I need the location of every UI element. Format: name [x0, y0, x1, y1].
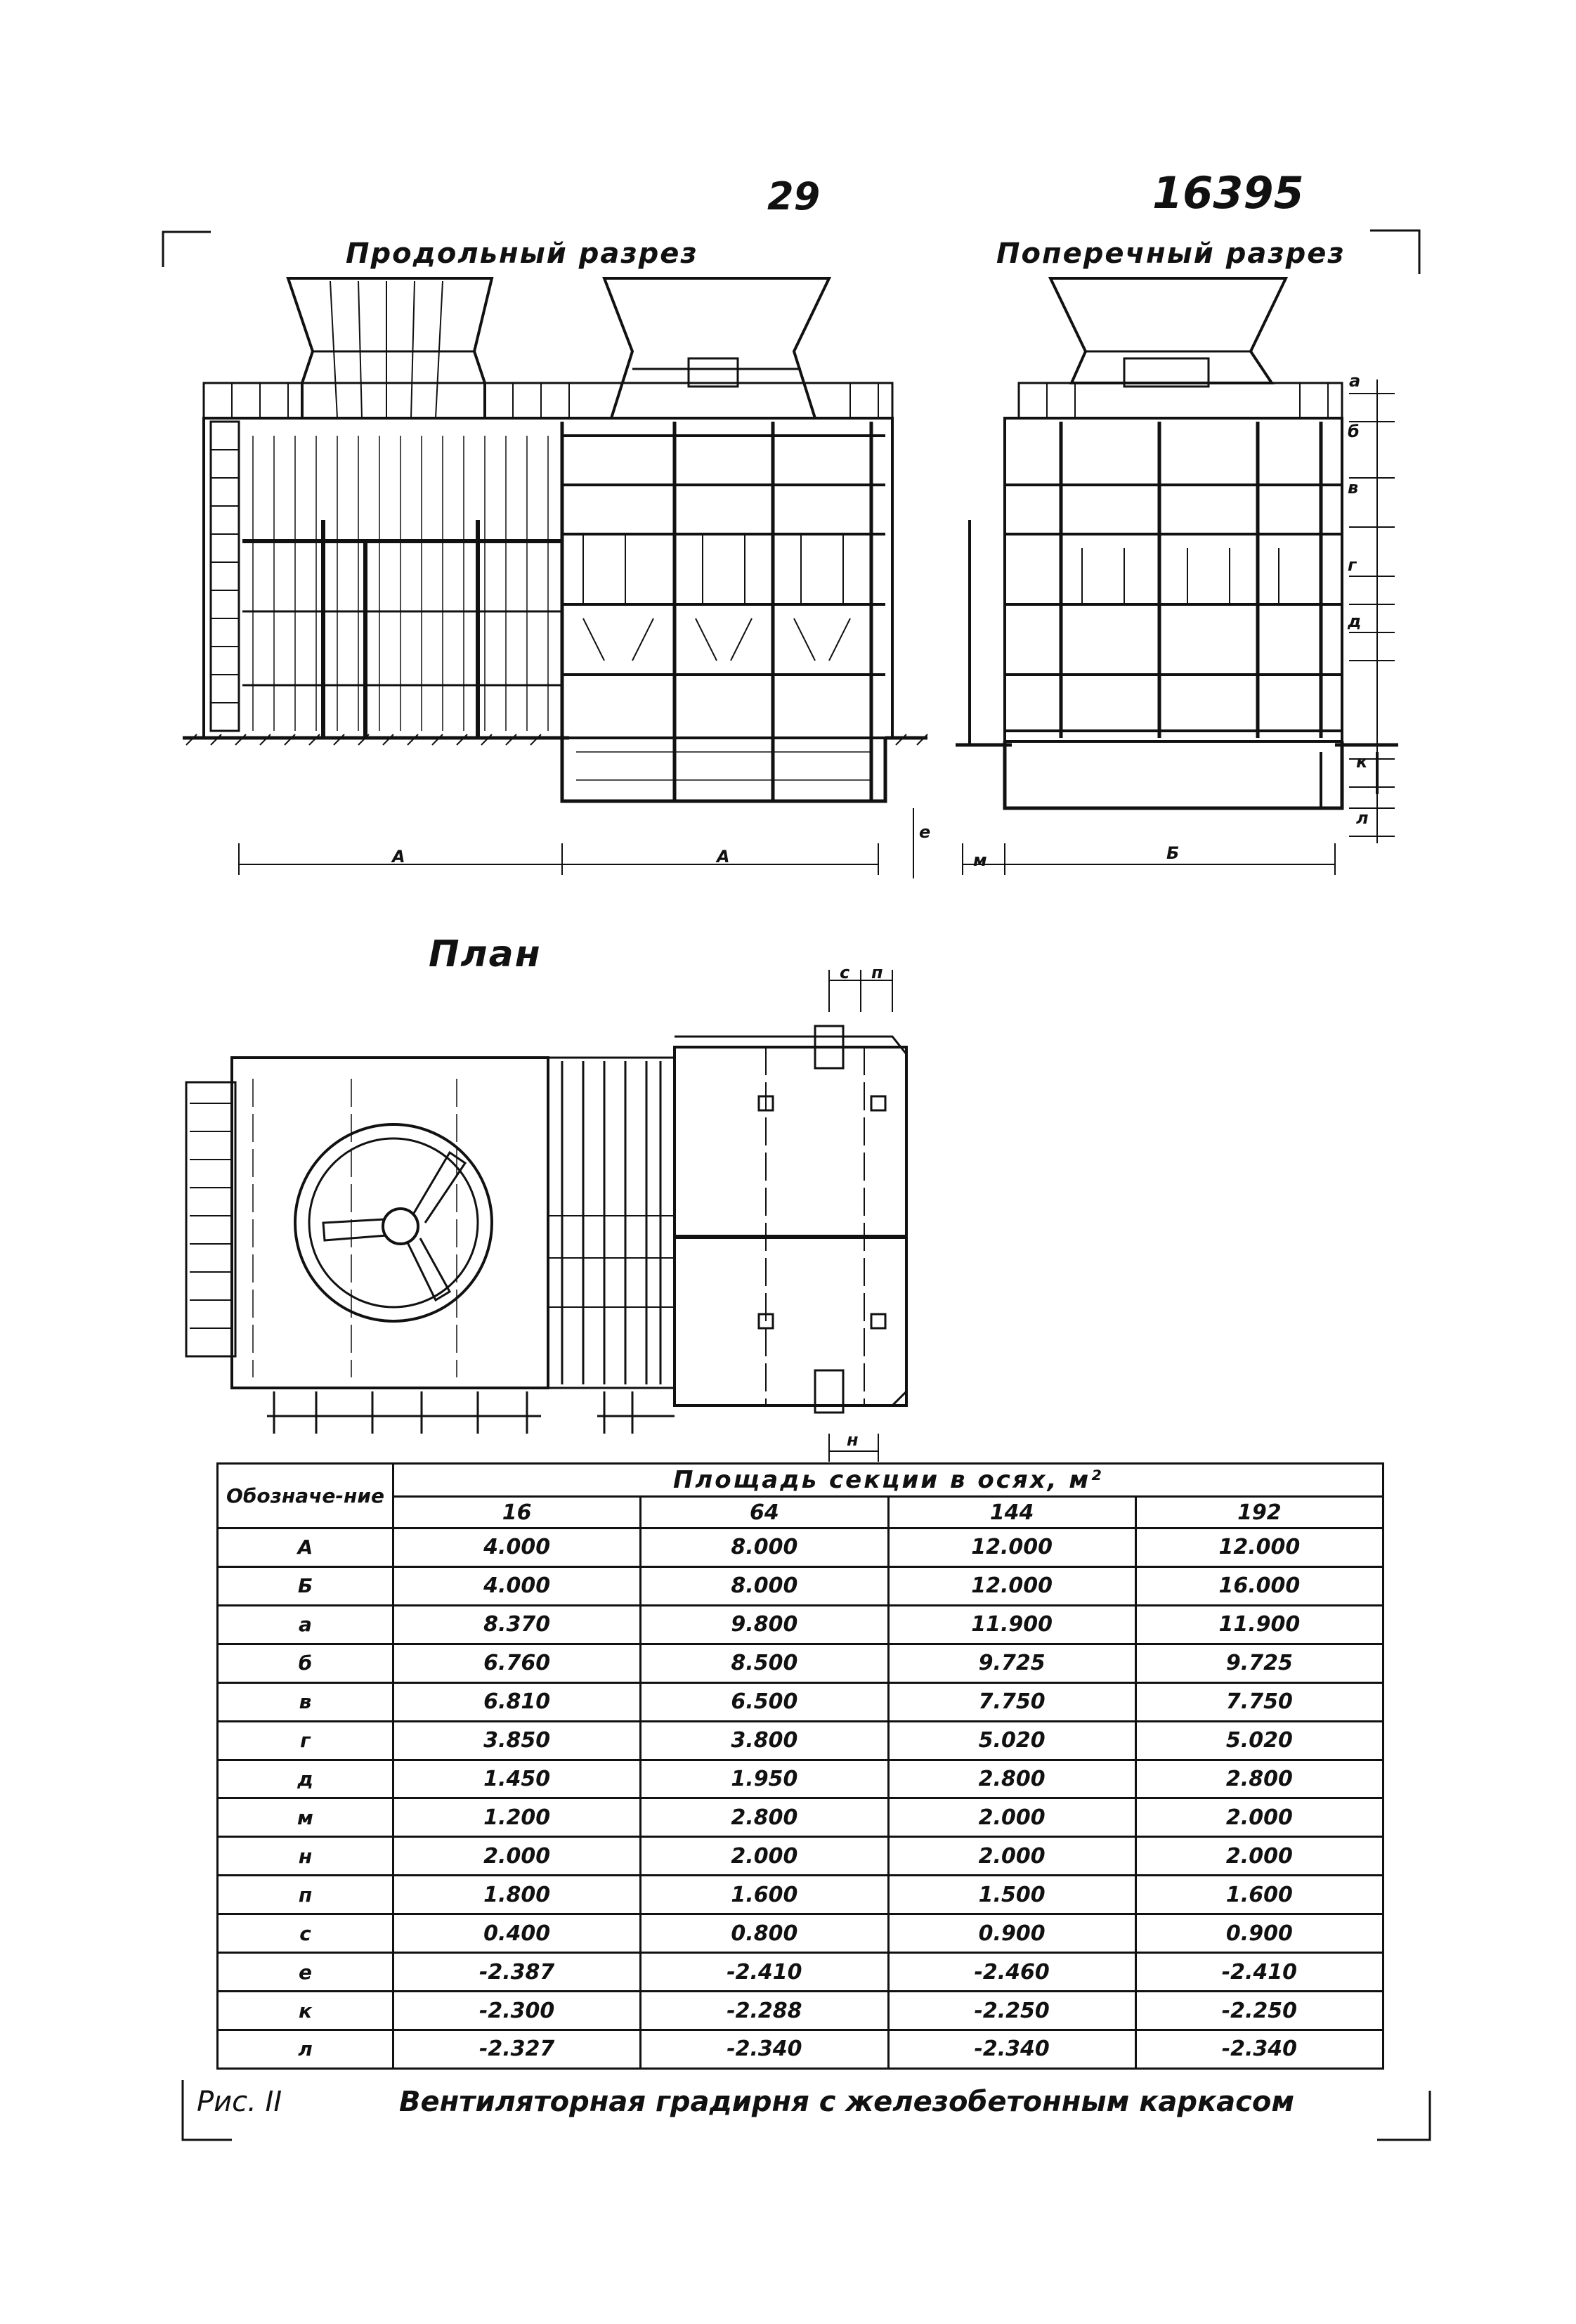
plan-title: План [429, 933, 542, 975]
table-cell: 1.950 [641, 1760, 888, 1798]
table-cell: 2.000 [393, 1837, 641, 1876]
table-cell: -2.340 [1135, 2030, 1383, 2068]
table-cell: -2.327 [393, 2030, 641, 2068]
caption-corner-right [1377, 2091, 1430, 2140]
table-cell: 8.500 [641, 1644, 888, 1682]
table-cell: -2.250 [888, 1992, 1135, 2030]
table-row [218, 1876, 1383, 1914]
frame-corner-top-right [1370, 231, 1419, 274]
table-cell: 0.800 [641, 1914, 888, 1953]
table-row [218, 1721, 1383, 1760]
table-row [218, 1798, 1383, 1837]
row-code: д [218, 1760, 393, 1798]
dim-label-e: е [919, 822, 931, 842]
table-cell: 9.725 [1135, 1644, 1383, 1682]
figure-label: Рис. II [197, 2086, 282, 2118]
table-cell: 2.000 [641, 1837, 888, 1876]
table-row [218, 1914, 1383, 1953]
document-number: 16395 [1152, 167, 1304, 219]
figure-caption: Вентиляторная градирня с железобетонным каркасом [399, 2086, 1295, 2118]
table-cell: 16.000 [1135, 1566, 1383, 1605]
frame-corner-top-left [163, 232, 211, 267]
table-cell: 9.800 [641, 1605, 888, 1644]
row-code: г [218, 1721, 393, 1760]
table-cell: -2.387 [393, 1953, 641, 1992]
table-cell: 2.800 [1135, 1760, 1383, 1798]
row-code: б [218, 1644, 393, 1682]
cross-section [956, 278, 1398, 875]
table-cell: -2.410 [1135, 1953, 1383, 1992]
table-cell: 1.500 [888, 1876, 1135, 1914]
table-cell: 1.600 [1135, 1876, 1383, 1914]
dim-label-d: д [1348, 611, 1362, 631]
table-cell: 12.000 [888, 1528, 1135, 1567]
longitudinal-section [183, 278, 927, 878]
dim-label-a: а [1349, 371, 1361, 391]
dim-label-l: л [1356, 808, 1369, 828]
table-row [218, 1837, 1383, 1876]
row-code: к [218, 1992, 393, 2030]
column-header: 16 [393, 1497, 641, 1528]
row-code: в [218, 1682, 393, 1721]
page-number: 29 [767, 174, 821, 219]
table-cell: -2.300 [393, 1992, 641, 2030]
cross-section-title: Поперечный разрез [996, 238, 1346, 270]
table-cell: 2.800 [641, 1798, 888, 1837]
table-row [218, 1528, 1383, 1567]
dim-label-A-right: А [717, 847, 730, 866]
dim-label-b: б [1348, 422, 1360, 441]
table-cell: 12.000 [1135, 1528, 1383, 1567]
table-cell: -2.288 [641, 1992, 888, 2030]
row-code: Б [218, 1566, 393, 1605]
dimensions-table [216, 1462, 1384, 2070]
column-header: 64 [641, 1497, 888, 1528]
table-cell: 2.000 [888, 1837, 1135, 1876]
table-cell: 9.725 [888, 1644, 1135, 1682]
table-cell: 1.200 [393, 1798, 641, 1837]
table-row [218, 1953, 1383, 1992]
table-cell: 12.000 [888, 1566, 1135, 1605]
table-cell: -2.410 [641, 1953, 888, 1992]
dim-label-m: м [973, 850, 987, 870]
table-area-header: Площадь секции в осях, м² [393, 1464, 1383, 1497]
longitudinal-section-title: Продольный разрез [346, 238, 698, 270]
table-cell: -2.460 [888, 1953, 1135, 1992]
table-cell: 0.900 [1135, 1914, 1383, 1953]
column-header: 192 [1135, 1497, 1383, 1528]
table-row [218, 1605, 1383, 1644]
table-cell: 2.800 [888, 1760, 1135, 1798]
dim-label-n: н [847, 1430, 859, 1450]
table-cell: 1.600 [641, 1876, 888, 1914]
table-cell: 2.000 [888, 1798, 1135, 1837]
table-cell: 2.000 [1135, 1798, 1383, 1837]
table-cell: 4.000 [393, 1566, 641, 1605]
table-cell: -2.340 [641, 2030, 888, 2068]
row-code: п [218, 1876, 393, 1914]
table-cell: 6.810 [393, 1682, 641, 1721]
table-cell: 8.000 [641, 1566, 888, 1605]
table-cell: 3.850 [393, 1721, 641, 1760]
table-cell: 2.000 [1135, 1837, 1383, 1876]
table-row [218, 1566, 1383, 1605]
table-cell: 5.020 [1135, 1721, 1383, 1760]
table-cell: 0.900 [888, 1914, 1135, 1953]
dim-label-v: в [1348, 478, 1359, 498]
row-code: м [218, 1798, 393, 1837]
table-cell: 6.760 [393, 1644, 641, 1682]
table-code-header: Обозначе-ние [218, 1464, 393, 1528]
table-cell: 3.800 [641, 1721, 888, 1760]
table-row [218, 1644, 1383, 1682]
table-row [218, 1760, 1383, 1798]
table-cell: 1.450 [393, 1760, 641, 1798]
row-code: А [218, 1528, 393, 1567]
table-cell: 0.400 [393, 1914, 641, 1953]
row-code: с [218, 1914, 393, 1953]
dim-label-p: п [871, 963, 883, 982]
table-cell: 6.500 [641, 1682, 888, 1721]
table-cell: 7.750 [888, 1682, 1135, 1721]
table-cell: 11.900 [888, 1605, 1135, 1644]
row-code: л [218, 2030, 393, 2068]
table-row [218, 1682, 1383, 1721]
plan-view [186, 970, 906, 1462]
dim-label-k: к [1356, 752, 1368, 772]
table-row [218, 2030, 1383, 2068]
table-cell: 4.000 [393, 1528, 641, 1567]
table-row [218, 1992, 1383, 2030]
row-code: а [218, 1605, 393, 1644]
table-cell: 8.370 [393, 1605, 641, 1644]
dim-label-s: с [840, 963, 850, 982]
table-cell: 5.020 [888, 1721, 1135, 1760]
table-cell: 7.750 [1135, 1682, 1383, 1721]
table-cell: 11.900 [1135, 1605, 1383, 1644]
table-cell: -2.340 [888, 2030, 1135, 2068]
column-header: 144 [888, 1497, 1135, 1528]
dim-label-A-left: А [392, 847, 405, 866]
table-cell: -2.250 [1135, 1992, 1383, 2030]
row-code: е [218, 1953, 393, 1992]
dim-label-B: Б [1166, 843, 1180, 863]
dim-label-g: г [1348, 555, 1357, 575]
table-cell: 1.800 [393, 1876, 641, 1914]
table-cell: 8.000 [641, 1528, 888, 1567]
row-code: н [218, 1837, 393, 1876]
